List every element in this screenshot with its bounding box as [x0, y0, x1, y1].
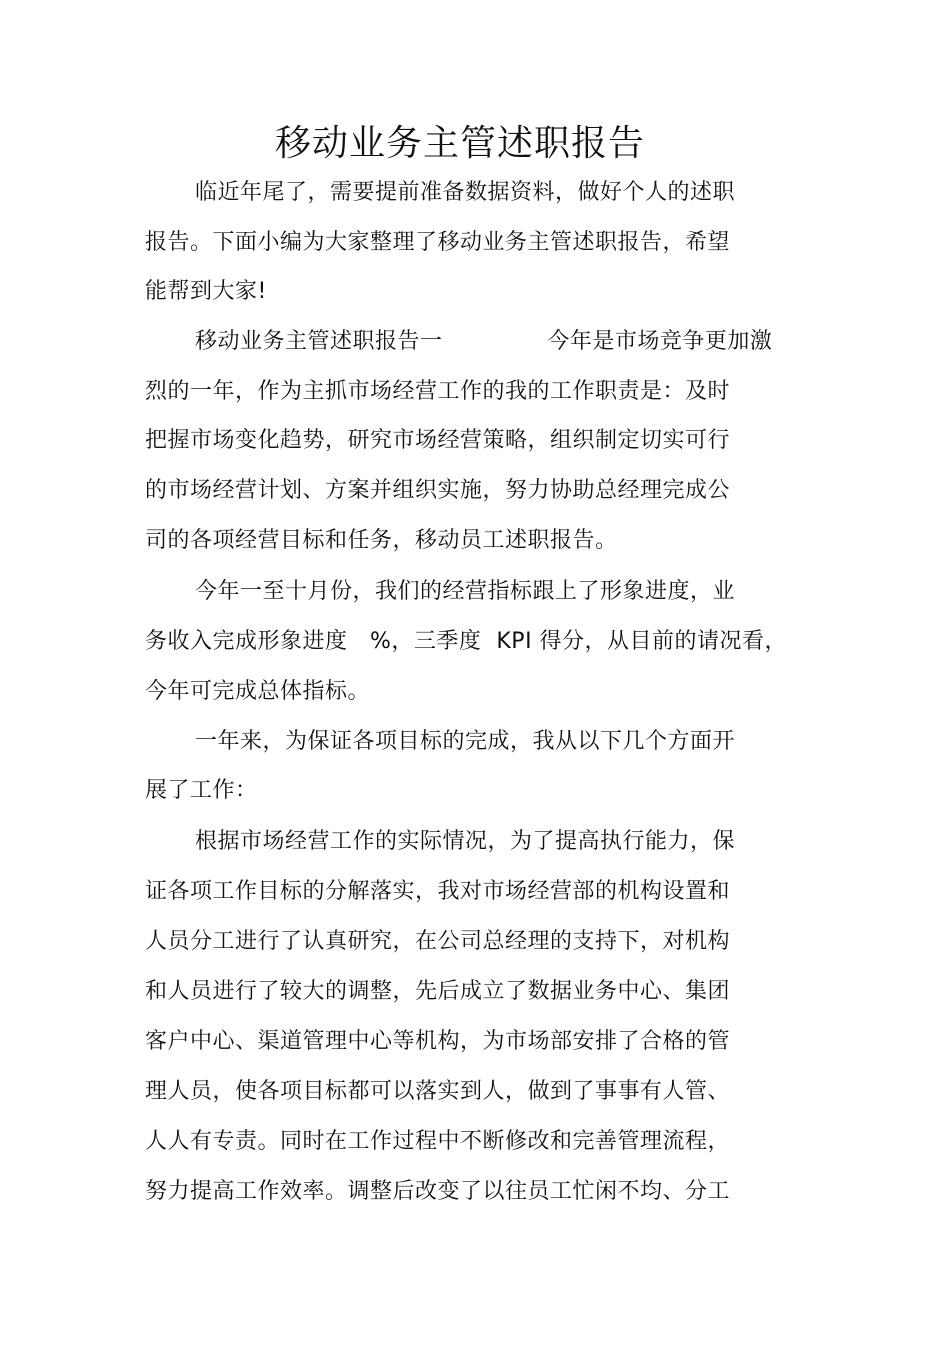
text-line: 理人员，使各项目标都可以落实到人，做到了事事有人管、: [145, 1079, 731, 1104]
text-line: 客户中心、渠道管理中心等机构，为市场部安排了合格的管: [145, 1029, 731, 1054]
text-line: 移动业务主管述职报告一 今年是市场竞争更加激: [195, 329, 773, 354]
text-line: 根据市场经营工作的实际情况，为了提高执行能力，保: [195, 829, 736, 854]
text-line: 和人员进行了较大的调整，先后成立了数据业务中心、集团: [145, 979, 731, 1004]
text-line: 一年来，为保证各项目标的完成，我从以下几个方面开: [195, 729, 736, 754]
text-line: 务收入完成形象进度 %，三季度 KPI 得分，从目前的请况看，: [145, 629, 788, 654]
text-line: 今年可完成总体指标。: [145, 679, 371, 704]
text-line: 证各项工作目标的分解落实，我对市场经营部的机构设置和: [145, 879, 731, 904]
text-line: 能帮到大家!: [145, 279, 267, 304]
text-line: 把握市场变化趋势，研究市场经营策略，组织制定切实可行: [145, 428, 731, 453]
text-line: 展了工作：: [145, 778, 258, 803]
text-line: 努力提高工作效率。调整后改变了以往员工忙闲不均、分工: [145, 1179, 731, 1204]
text-line: 司的各项经营目标和任务，移动员工述职报告。: [145, 528, 618, 553]
text-line: 烈的一年，作为主抓市场经营工作的我的工作职责是：及时: [145, 379, 731, 404]
text-line: 今年一至十月份，我们的经营指标跟上了形象进度，业: [195, 579, 736, 604]
text-line: 的市场经营计划、方案并组织实施，努力协助总经理完成公: [145, 478, 731, 503]
text-line: 人员分工进行了认真研究，在公司总经理的支持下，对机构: [145, 929, 731, 954]
document-title: 移动业务主管述职报告: [274, 123, 645, 164]
text-line: 人人有专责。同时在工作过程中不断修改和完善管理流程，: [145, 1129, 731, 1154]
text-line: 临近年尾了，需要提前准备数据资料，做好个人的述职: [195, 180, 736, 205]
text-line: 报告。下面小编为大家整理了移动业务主管述职报告，希望: [145, 230, 731, 255]
